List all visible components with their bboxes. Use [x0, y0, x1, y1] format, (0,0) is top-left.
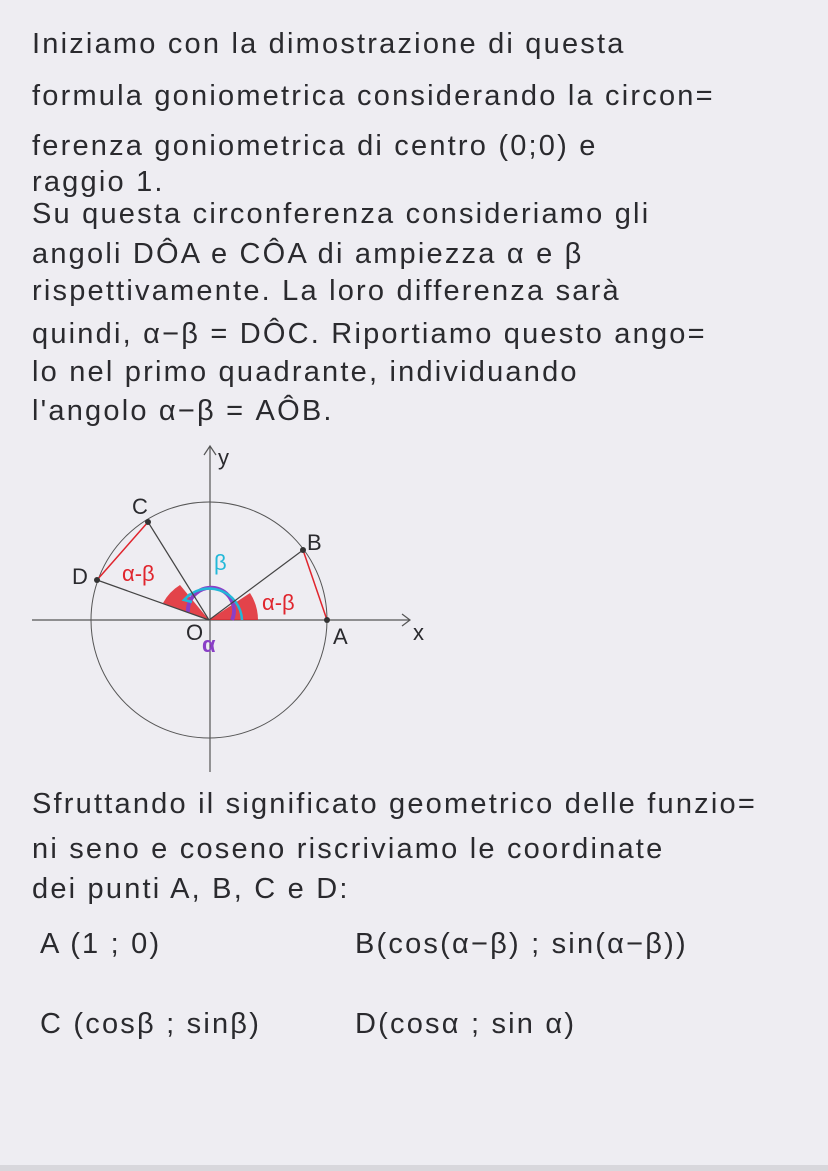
label-B: B	[307, 530, 322, 555]
coordinate-D: D(cosα ; sin α)	[355, 1008, 577, 1040]
point-B	[300, 547, 306, 553]
text-line: raggio 1.	[32, 166, 165, 198]
coordinate-A: A (1 ; 0)	[40, 928, 162, 960]
text-line: ferenza goniometrica di centro (0;0) e	[32, 130, 598, 162]
text-line: angoli DÔA e CÔA di ampiezza α e β	[32, 238, 584, 270]
coordinate-B: B(cos(α−β) ; sin(α−β))	[355, 928, 688, 960]
label-beta: β	[214, 550, 227, 575]
text-line: Su questa circonferenza consideriamo gli	[32, 198, 651, 230]
chord-AB	[303, 550, 327, 620]
text-line: dei punti A, B, C e D:	[32, 873, 350, 905]
point-A	[324, 617, 330, 623]
text-line: l'angolo α−β = AÔB.	[32, 395, 334, 427]
label-D: D	[72, 564, 88, 589]
text-line: quindi, α−β = DÔC. Riportiamo questo ango=	[32, 318, 707, 350]
label-y-axis: y	[218, 445, 229, 470]
point-C	[145, 519, 151, 525]
label-x-axis: x	[413, 620, 424, 645]
label-A: A	[333, 624, 348, 649]
page-bottom-edge	[0, 1165, 828, 1171]
label-C: C	[132, 494, 148, 519]
text-line: Iniziamo con la dimostrazione di questa	[32, 28, 626, 60]
text-line: rispettivamente. La loro differenza sarà	[32, 275, 621, 307]
coordinate-C: C (cosβ ; sinβ)	[40, 1008, 262, 1040]
label-origin: O	[186, 620, 204, 645]
text-line: lo nel primo quadrante, individuando	[32, 356, 579, 388]
label-alpha-minus-beta-2: α-β	[122, 561, 155, 586]
label-alpha: α	[202, 632, 216, 657]
text-line: Sfruttando il significato geometrico delle funzio=	[32, 788, 757, 820]
text-line: ni seno e coseno riscriviamo le coordinate	[32, 833, 665, 865]
point-D	[94, 577, 100, 583]
label-alpha-minus-beta-1: α-β	[262, 590, 295, 615]
text-line: formula goniometrica considerando la circon=	[32, 80, 715, 112]
